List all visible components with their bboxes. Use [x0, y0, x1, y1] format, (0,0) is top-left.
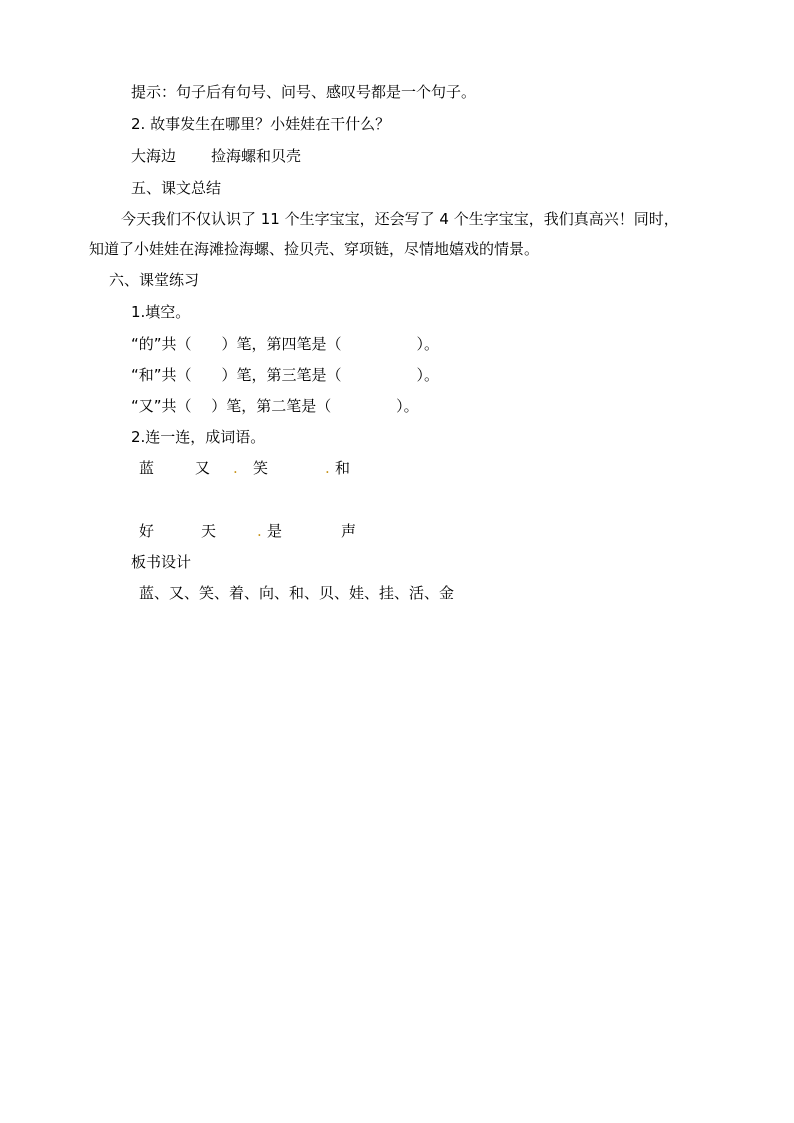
match-dot: .: [257, 522, 262, 540]
answer-place: 大海边: [131, 147, 177, 165]
hint-line: 提示：句子后有句号、问号、感叹号都是一个句子。: [131, 83, 477, 101]
summary-line-2: 知道了小娃娃在海滩捡海螺、捡贝壳、穿项链，尽情地嬉戏的情景。: [89, 240, 540, 258]
exercise-1-title: 1.填空。: [131, 303, 191, 321]
match-char: 蓝: [139, 459, 155, 477]
match-char: 笑: [253, 459, 269, 477]
match-dot: .: [325, 459, 330, 477]
match-char: 好: [139, 522, 155, 540]
question-2: 2. 故事发生在哪里？小娃娃在干什么？: [131, 115, 391, 133]
fill-line-de: “的”共（ ）笔，第四笔是（ ）。: [131, 335, 440, 353]
match-char: 天: [201, 522, 217, 540]
match-char: 是: [267, 522, 283, 540]
summary-line-1: 今天我们不仅认识了 11 个生字宝宝，还会写了 4 个生字宝宝，我们真高兴！同时，: [121, 210, 679, 228]
section5-title: 五、课文总结: [131, 179, 222, 197]
match-char: 又: [195, 459, 211, 477]
match-char: 和: [335, 459, 351, 477]
match-char: 声: [341, 522, 357, 540]
fill-line-he: “和”共（ ）笔，第三笔是（ ）。: [131, 366, 440, 384]
section6-title: 六、课堂练习: [109, 271, 200, 289]
board-characters: 蓝、又、笑、着、向、和、贝、娃、挂、活、金: [139, 584, 455, 602]
fill-line-you: “又”共（ ）笔，第二笔是（ ）。: [131, 397, 419, 415]
exercise-2-title: 2.连一连，成词语。: [131, 428, 266, 446]
board-design-title: 板书设计: [131, 553, 192, 571]
match-dot: .: [233, 459, 238, 477]
answer-action: 捡海螺和贝壳: [211, 147, 302, 165]
